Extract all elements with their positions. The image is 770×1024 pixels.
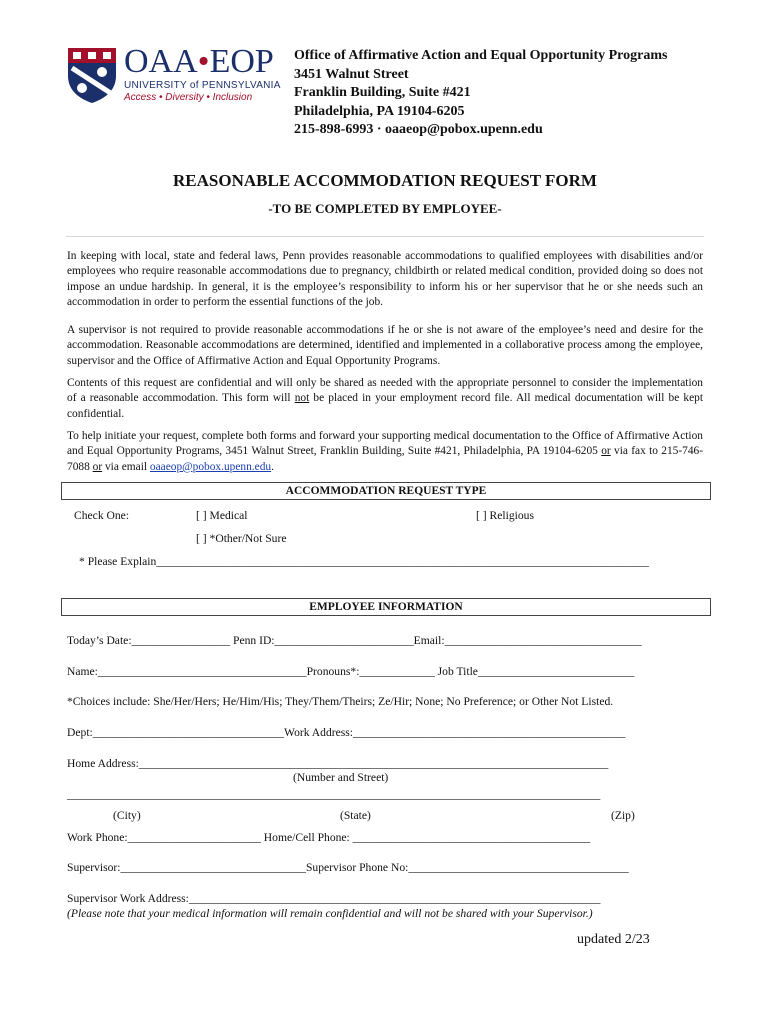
divider bbox=[66, 236, 704, 237]
logo-tagline: Access • Diversity • Inclusion bbox=[124, 92, 253, 103]
religious-checkbox[interactable]: [ ] Religious bbox=[476, 509, 534, 522]
dept-work-address-fields[interactable]: Dept:_________________________________Work Address:_______________________________________________ bbox=[67, 726, 626, 739]
phone-fields[interactable]: Work Phone:_______________________ Home/Cell Phone: _________________________________________ bbox=[67, 831, 591, 844]
employee-info-header: EMPLOYEE INFORMATION bbox=[61, 598, 711, 616]
email-link[interactable]: oaaeop@pobox.upenn.edu bbox=[149, 460, 272, 473]
office-name: Office of Affirmative Action and Equal Opportunity Programs bbox=[294, 48, 668, 63]
supervisor-paragraph: A supervisor is not required to provide reasonable accommodations if he or she is not aware of the employee’s need and desire for the accommodation. Reasonable accommodations are determined, identified and implemented in a collaborative process among the employee, supervisor and the Office of Affirmative Action and Equal Opportunity Programs. bbox=[67, 324, 703, 367]
submission-paragraph: To help initiate your request, complete both forms and forward your supporting medical documentation to the Office of Affirmative Action and Equal Opportunity Programs, 3451 Walnut Street, Franklin Building, Suite #421, Philadelphia, PA 19104-6205 or via fax to 215-746-7088 or via email oaaeop@pobox.upenn.edu. bbox=[67, 430, 704, 473]
office-city: Philadelphia, PA 19104-6205 bbox=[294, 103, 465, 119]
medical-checkbox[interactable]: [ ] Medical bbox=[196, 509, 248, 522]
confidentiality-note: (Please note that your medical information will remain confidential and will not be shared with your Supervisor.) bbox=[67, 907, 593, 920]
intro-paragraph: In keeping with local, state and federal laws, Penn provides reasonable accommodations to qualified employees with disabilities and/or employees who require reasonable accommodations due to pregnancy, childbirth or related medical condition, provided doing so does not impose an undue hardship. In general, it is the employee’s responsibility to inform his or her supervisor that he or she needs such an accommodation in order to perform the essential functions of the job. bbox=[67, 250, 703, 309]
city-state-zip-field[interactable]: ____________________________________________________________________________________________ bbox=[67, 788, 601, 801]
date-id-email-fields[interactable]: Today’s Date:_________________ Penn ID:________________________Email:__________________________________ bbox=[67, 634, 642, 647]
explain-field[interactable]: * Please Explain_____________________________________________________________________________________ bbox=[79, 555, 650, 568]
oaa-eop-logo bbox=[66, 44, 290, 110]
supervisor-fields[interactable]: Supervisor:________________________________Supervisor Phone No:______________________________________ bbox=[67, 861, 629, 874]
number-street-label: (Number and Street) bbox=[293, 771, 389, 784]
office-street: 3451 Walnut Street bbox=[294, 66, 409, 82]
zip-label: (Zip) bbox=[611, 809, 635, 822]
city-label: (City) bbox=[113, 809, 141, 822]
name-pronouns-title-fields[interactable]: Name:____________________________________Pronouns*:_____________ Job Title___________________________ bbox=[67, 665, 635, 678]
office-contact: 215-898-6993 · oaaeop@pobox.upenn.edu bbox=[294, 122, 543, 137]
form-title: REASONABLE ACCOMMODATION REQUEST FORM bbox=[173, 171, 597, 190]
check-one-label: Check One: bbox=[74, 509, 130, 522]
request-type-header: ACCOMMODATION REQUEST TYPE bbox=[61, 482, 711, 500]
updated-date: updated 2/23 bbox=[577, 932, 650, 947]
state-label: (State) bbox=[340, 809, 371, 822]
office-building: Franklin Building, Suite #421 bbox=[294, 85, 471, 100]
logo-university: UNIVERSITY of PENNSYLVANIA bbox=[124, 80, 281, 91]
logo-wordmark: OAA•EOP bbox=[124, 43, 274, 80]
pronoun-choices-note: *Choices include: She/Her/Hers; He/Him/His; They/Them/Theirs; Ze/Hir; None; No Preference; or Other Not Listed. bbox=[67, 695, 614, 708]
home-address-field[interactable]: Home Address:_________________________________________________________________________________ bbox=[67, 757, 609, 770]
office-address-block bbox=[294, 47, 667, 140]
supervisor-address-field[interactable]: Supervisor Work Address:_______________________________________________________________________ bbox=[67, 892, 601, 905]
penn-shield-icon bbox=[66, 46, 118, 104]
form-subtitle: -TO BE COMPLETED BY EMPLOYEE- bbox=[268, 201, 502, 216]
confidential-paragraph: Contents of this request are confidential and will only be shared as needed with the appropriate personnel to consider the implementation of a reasonable accommodation. This form will not be placed in your employment record file. All medical documentation will be kept confidential. bbox=[67, 377, 703, 420]
other-checkbox[interactable]: [ ] *Other/Not Sure bbox=[196, 532, 287, 545]
